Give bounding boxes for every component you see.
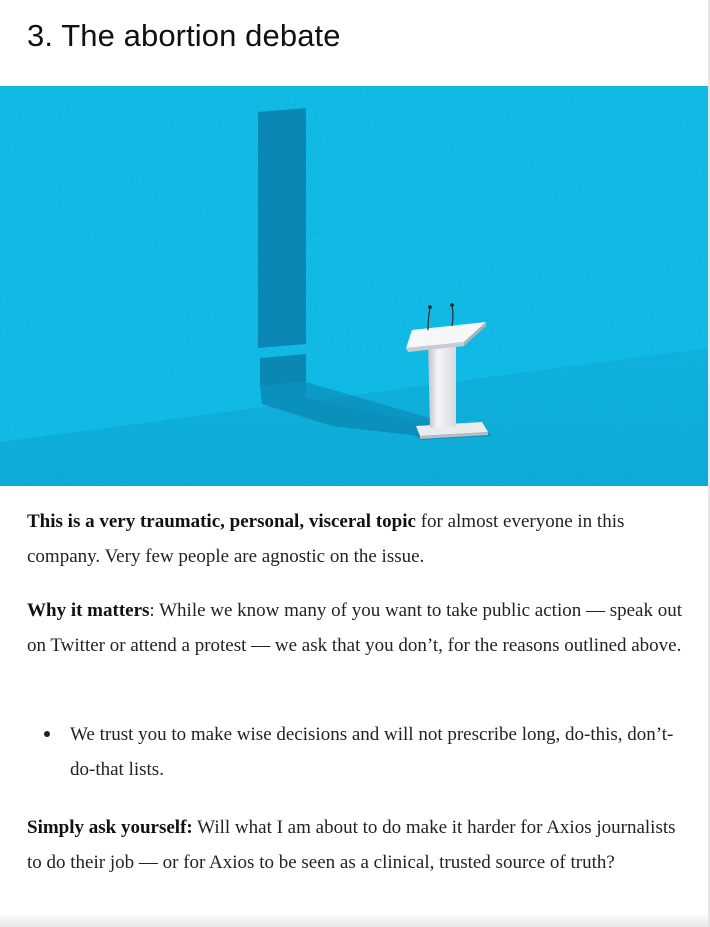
bullet-icon xyxy=(44,731,50,737)
section-title: 3. The abortion debate xyxy=(27,18,341,53)
paragraph-intro-text: for almost everyone in this company. Very few people are agnostic on the issue. xyxy=(27,511,625,567)
hero-illustration xyxy=(0,86,708,486)
bullet-list xyxy=(27,717,687,787)
paragraph-intro-lead: This is a very traumatic, personal, visceral topic xyxy=(27,511,416,532)
list-item xyxy=(27,717,687,787)
paragraph-why-it-matters xyxy=(27,593,687,663)
podium-exclamation-icon xyxy=(0,86,708,486)
paragraph-why-text: : While we know many of you want to take public action — speak out on Twitter or attend a protest — we ask that you don’t, for the reasons outlined above. xyxy=(27,600,683,656)
paragraph-ask-lead: Simply ask yourself: xyxy=(27,817,193,838)
paragraph-why-lead: Why it matters xyxy=(27,600,150,621)
paragraph-intro xyxy=(27,504,687,574)
bottom-fade xyxy=(0,913,710,927)
paragraph-ask-text: Will what I am about to do make it harder for Axios journalists to do their job — or for Axios to be seen as a clinical, trusted source of truth? xyxy=(27,817,676,873)
list-item-text: We trust you to make wise decisions and will not prescribe long, do-this, don’t-do-that lists. xyxy=(70,724,674,780)
paragraph-ask-yourself xyxy=(27,810,687,880)
